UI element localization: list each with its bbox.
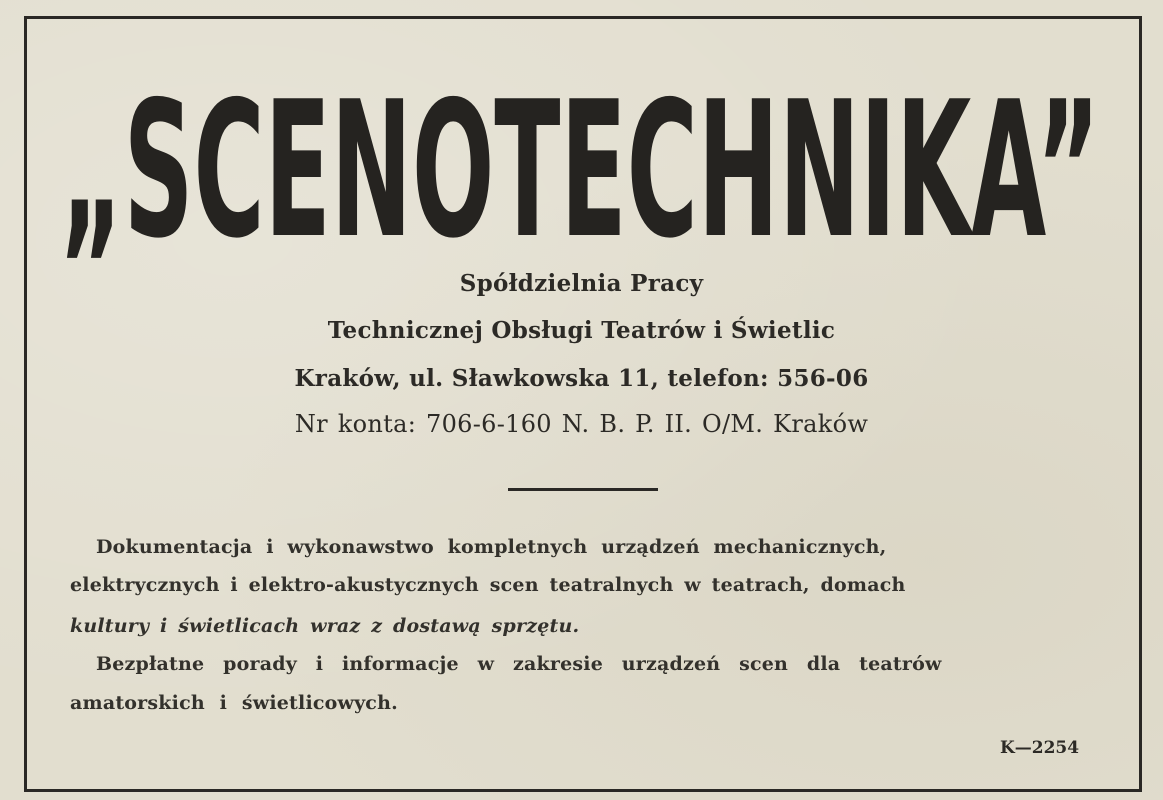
account-line: Nr konta: 706-6-160 N. B. P. II. O/M. Kraków [294,410,869,438]
body-line-1: Dokumentacja i wykonawstwo kompletnych urządzeń mechanicznych, [96,536,887,558]
address-line: Kraków, ul. Sławkowska 11, telefon: 556-06 [294,365,869,392]
body-line-5: amatorskich i świetlicowych. [70,692,398,714]
body-line-4: Bezpłatne porady i informacje w zakresie urządzeń scen dla teatrów [96,653,942,675]
body-line-2: elektrycznych i elektro-akustycznych scen teatralnych w teatrach, domach [70,574,906,596]
title-text: „SCENOTECHNIKA” [59,61,1100,260]
divider-rule [508,488,658,491]
body-line-3: kultury i świetlicach wraz z dostawą sprzętu. [70,615,580,637]
advert-title [40,60,1120,260]
subtitle-line-2: Technicznej Obsługi Teatrów i Świetlic [327,317,836,344]
advert-code: K—2254 [1000,738,1080,758]
subtitle-line-1: Spółdzielnia Pracy [459,270,704,297]
title-graphic [40,60,1120,260]
